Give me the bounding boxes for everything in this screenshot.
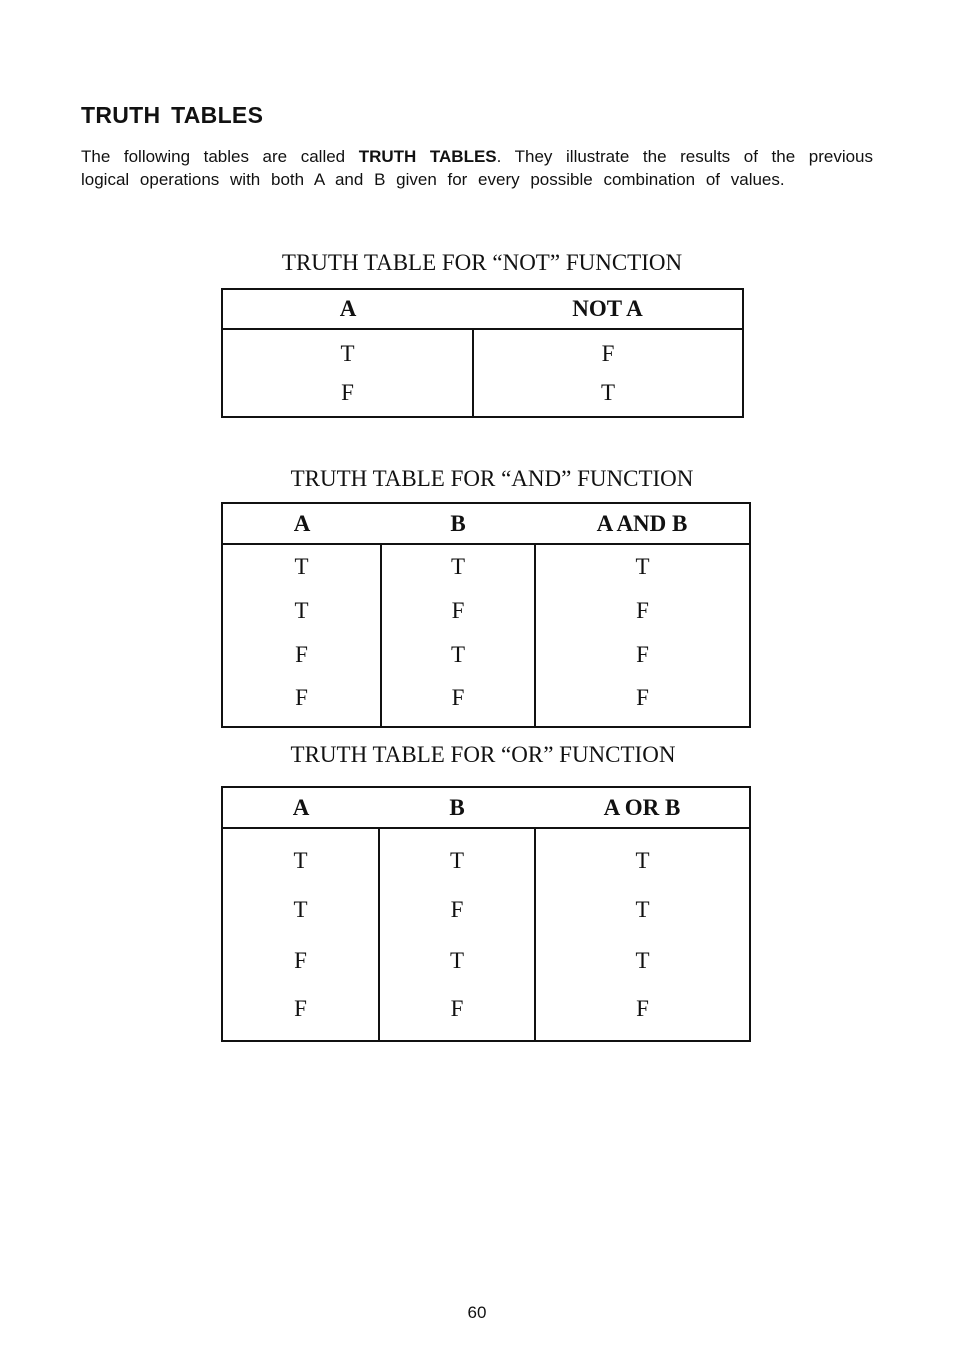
column-header-not-a: NOT A [473, 289, 743, 329]
table-header-row [222, 289, 743, 329]
table-header-row [222, 787, 750, 828]
table-row [222, 935, 750, 986]
table-cell: F [295, 642, 308, 667]
column-header-a: A [222, 289, 473, 329]
and-table-caption: TRUTH TABLE FOR “AND” FUNCTION [290, 466, 694, 491]
table-cell: T [381, 544, 535, 589]
or-truth-table [221, 786, 751, 1042]
table-cell: T [379, 935, 535, 986]
table-cell: F [535, 589, 750, 633]
table-row [222, 633, 750, 677]
not-truth-table [221, 288, 744, 418]
table-cell: F [473, 329, 743, 373]
table-row [222, 677, 750, 727]
table-cell: T [379, 828, 535, 884]
table-cell: T [381, 633, 535, 677]
table-cell: F [295, 684, 308, 710]
table-row [222, 373, 743, 417]
table-cell: F [381, 589, 535, 633]
or-table-caption: TRUTH TABLE FOR “OR” FUNCTION [290, 742, 676, 767]
table-row [222, 828, 750, 884]
table-cell: F [535, 986, 750, 1041]
column-header-b: B [381, 503, 535, 544]
table-header-row [222, 503, 750, 544]
column-header-b: B [379, 787, 535, 828]
table-row [222, 544, 750, 589]
intro-bold-term: TRUTH TABLES [358, 147, 497, 166]
and-truth-table [221, 502, 751, 728]
table-row [222, 589, 750, 633]
table-cell: F [535, 633, 750, 677]
table-cell: F [535, 677, 750, 727]
table-cell: T [294, 598, 309, 623]
table-cell: T [473, 373, 743, 417]
table-cell: F [294, 947, 307, 973]
table-cell: T [535, 884, 750, 935]
not-table-caption: TRUTH TABLE FOR “NOT” FUNCTION [281, 250, 683, 275]
intro-line-1-start: The following tables are called [81, 147, 359, 166]
table-cell: F [341, 379, 354, 405]
table-cell: T [294, 554, 309, 579]
column-header-a-and-b: A AND B [535, 503, 750, 544]
table-cell: T [293, 847, 308, 873]
table-cell: F [379, 986, 535, 1041]
table-row [222, 329, 743, 373]
column-header-a: A [222, 503, 381, 544]
page-heading: TRUTH TABLES [81, 102, 264, 128]
intro-line-1 [81, 145, 873, 168]
column-header-a: A [222, 787, 379, 828]
table-cell: F [294, 996, 307, 1021]
intro-line-1-end: . They illustrate the results of the previous [496, 147, 873, 166]
table-cell: T [535, 828, 750, 884]
table-cell: F [381, 677, 535, 727]
table-cell: T [535, 544, 750, 589]
intro-paragraph [81, 145, 873, 191]
table-cell: F [379, 884, 535, 935]
table-row [222, 986, 750, 1041]
table-row [222, 884, 750, 935]
table-cell: T [340, 340, 355, 366]
table-cell: T [535, 935, 750, 986]
intro-line-2: logical operations with both A and B given for every possible combination of values. [81, 170, 785, 189]
column-header-a-or-b: A OR B [535, 787, 750, 828]
table-cell: T [293, 896, 308, 922]
page-number: 60 [467, 1303, 487, 1322]
